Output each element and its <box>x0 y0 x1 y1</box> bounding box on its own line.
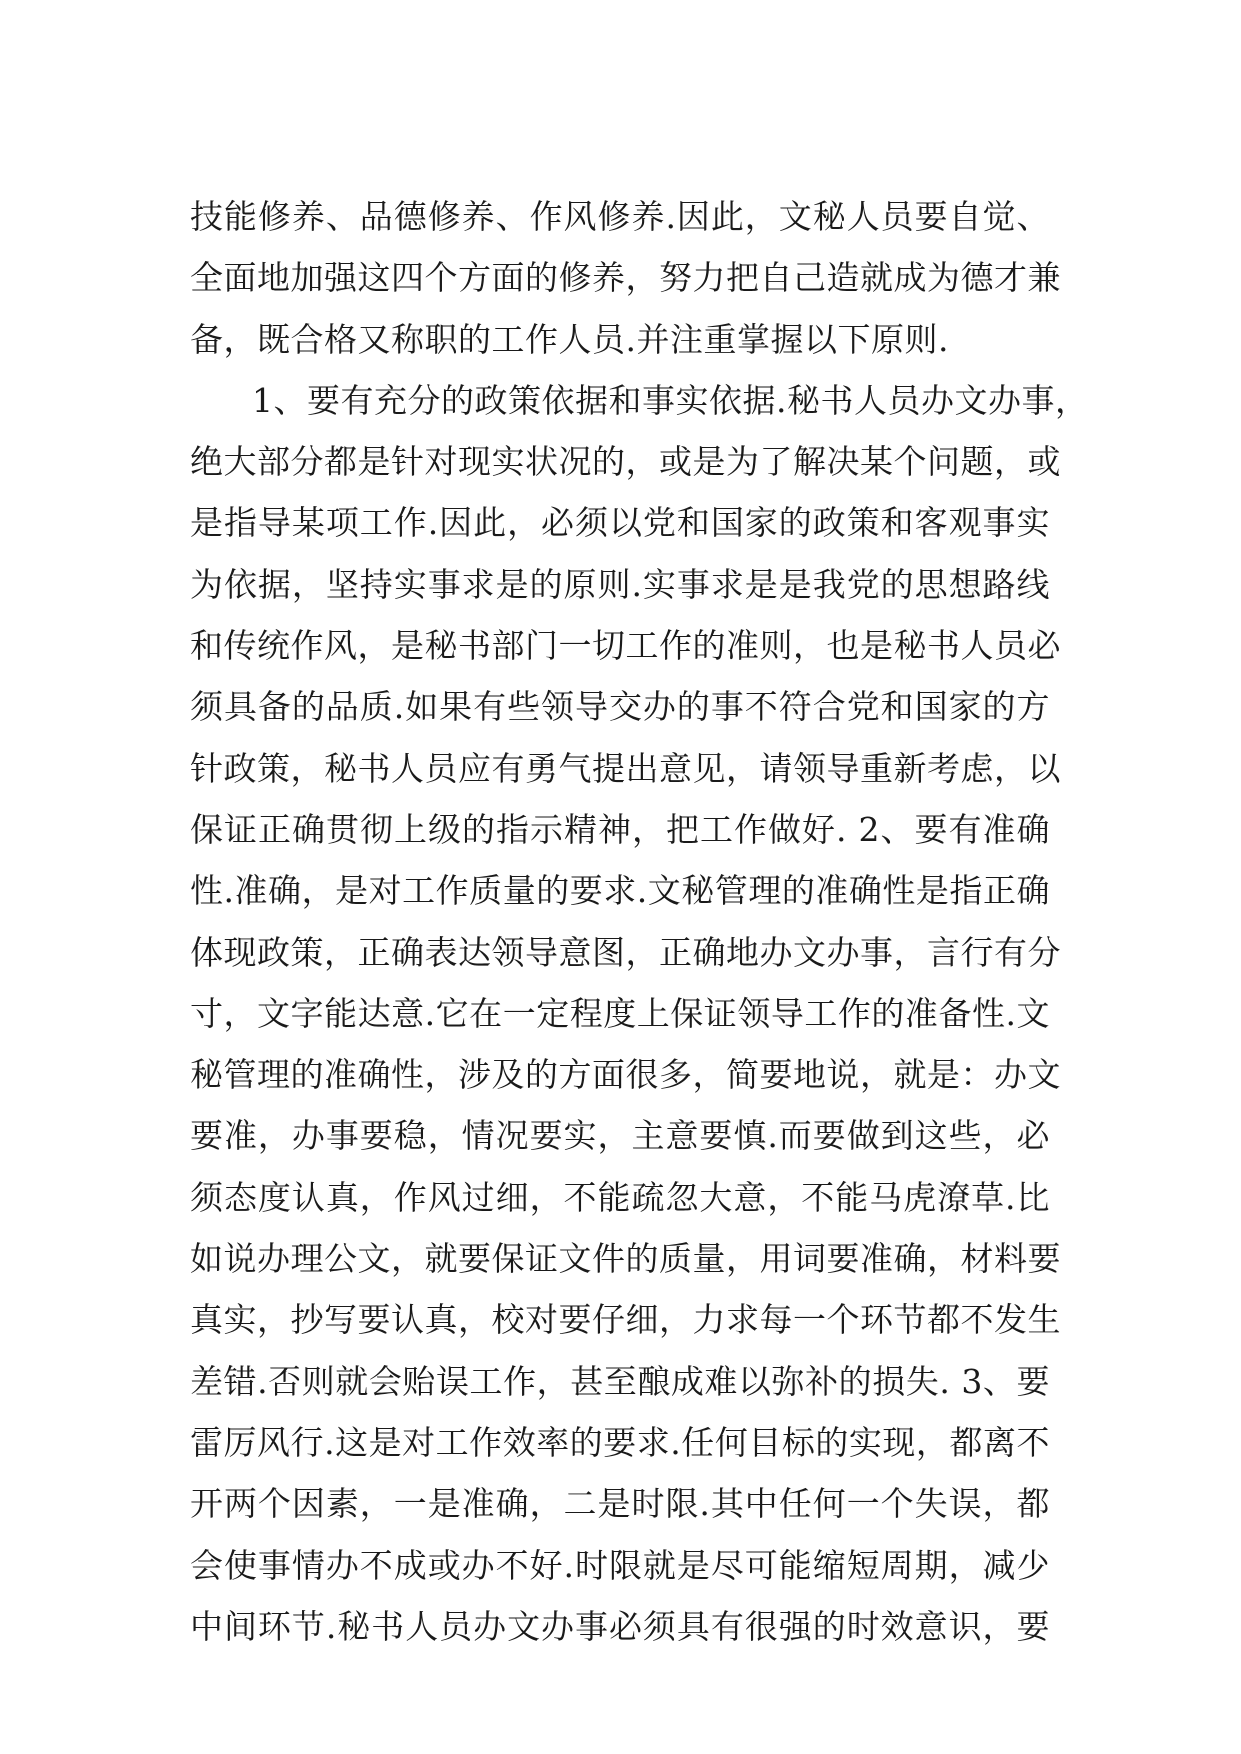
text-line: 如说办理公文，就要保证文件的质量，用词要准确，材料要 <box>190 1239 1061 1279</box>
text-line: 寸，文字能达意.它在一定程度上保证领导工作的准备性.文 <box>190 993 1050 1033</box>
text-line: 备，既合格又称职的工作人员.并注重掌握以下原则. <box>190 319 949 359</box>
text-line: 是指导某项工作.因此，必须以党和国家的政策和客观事实 <box>190 503 1050 543</box>
text-line: 体现政策，正确表达领导意图，正确地办文办事，言行有分 <box>190 932 1061 972</box>
text-line: 真实，抄写要认真，校对要仔细，力求每一个环节都不发生 <box>190 1300 1061 1340</box>
body-text <box>190 186 1089 1657</box>
text-line: 雷厉风行.这是对工作效率的要求.任何目标的实现，都离不 <box>190 1422 1050 1462</box>
text-line: 中间环节.秘书人员办文办事必须具有很强的时效意识，要 <box>190 1606 1050 1646</box>
text-line: 技能修养、品德修养、作风修养.因此，文秘人员要自觉、 <box>190 197 1050 236</box>
text-line: 保证正确贯彻上级的指示精神，把工作做好. 2、要有准确 <box>190 809 1050 849</box>
text-line: 差错.否则就会贻误工作，甚至酿成难以弥补的损失. 3、要 <box>190 1361 1050 1401</box>
text-line: 开两个因素，一是准确，二是时限.其中任何一个失误，都 <box>190 1484 1050 1524</box>
text-line: 须态度认真，作风过细，不能疏忽大意，不能马虎潦草.比 <box>190 1177 1050 1217</box>
text-line: 性.准确，是对工作质量的要求.文秘管理的准确性是指正确 <box>190 871 1050 911</box>
text-line: 须具备的品质.如果有些领导交办的事不符合党和国家的方 <box>190 687 1050 727</box>
text-line: 为依据，坚持实事求是的原则.实事求是是我党的思想路线 <box>190 564 1050 604</box>
text-line: 要准，办事要稳，情况要实，主意要慎.而要做到这些，必 <box>190 1116 1050 1156</box>
text-line: 会使事情办不成或办不好.时限就是尽可能缩短周期，减少 <box>190 1545 1050 1585</box>
text-line: 绝大部分都是针对现实状况的，或是为了解决某个问题，或 <box>190 442 1061 482</box>
text-line: 和传统作风，是秘书部门一切工作的准则，也是秘书人员必 <box>190 626 1061 666</box>
text-line: 秘管理的准确性，涉及的方面很多，简要地说，就是：办文 <box>190 1055 1061 1095</box>
text-line: 针政策，秘书人员应有勇气提出意见，请领导重新考虑，以 <box>190 748 1061 788</box>
text-line: 1、要有充分的政策依据和事实依据.秘书人员办文办事， <box>252 380 1089 420</box>
text-line: 全面地加强这四个方面的修养，努力把自己造就成为德才兼 <box>190 258 1061 298</box>
